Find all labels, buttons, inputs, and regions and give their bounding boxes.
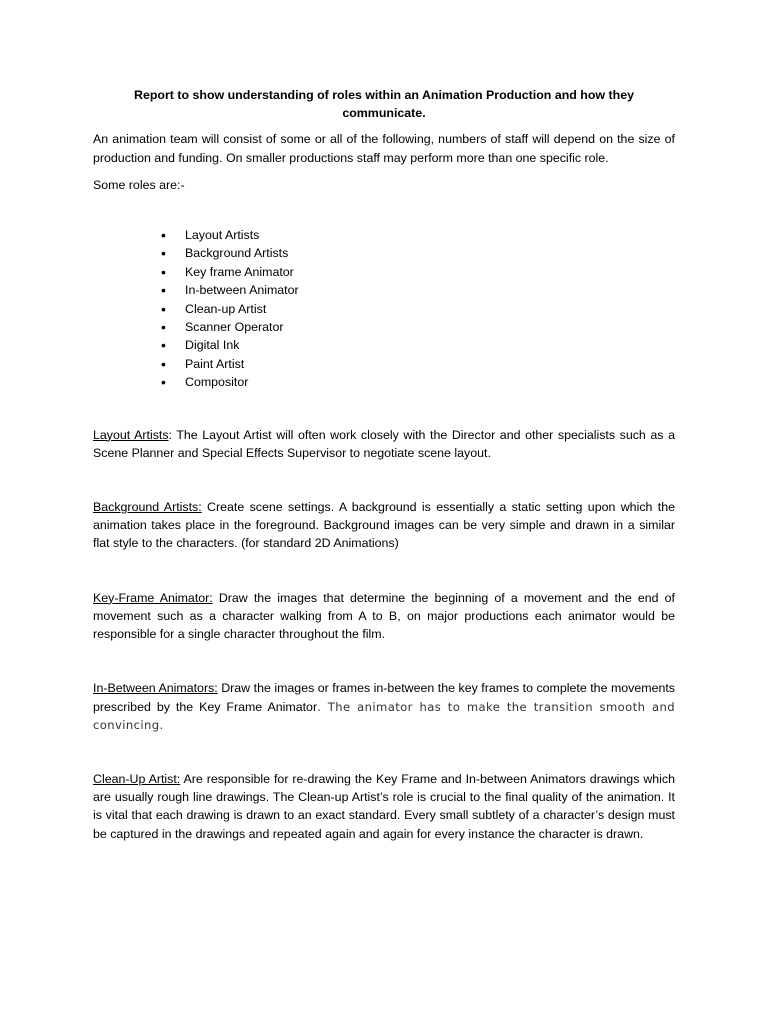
section-body: Create scene settings. A background is essentially a static setting upon which the animation takes place in the foreground. Background images can be very simple and drawn in a similar flat style to the characters. (for standard 2D Animations) — [93, 500, 675, 551]
document-page — [93, 86, 675, 879]
list-item — [161, 336, 675, 354]
section-body: Draw the images that determine the beginning of a movement and the end of movement such as a character walking from A to B, on major productions each animator would be responsible for a single character throughout the film. — [93, 590, 675, 642]
list-item — [161, 373, 675, 391]
role-label: Compositor — [185, 375, 249, 390]
bullet-icon: • — [161, 282, 166, 299]
section-term-colon: : — [168, 427, 172, 442]
list-item — [161, 318, 675, 336]
bullet-icon: • — [161, 245, 166, 262]
role-label: Background Artists — [185, 246, 289, 261]
section-background-artists — [93, 498, 675, 553]
bullet-icon: • — [161, 319, 166, 336]
role-label: Key frame Animator — [185, 264, 294, 279]
document-title: Report to show understanding of roles within an Animation Production and how they communicate. — [134, 88, 634, 121]
role-label: Clean-up Artist — [185, 301, 267, 316]
section-body: Draw the images or frames in-between the key frames to complete the movements prescribed by the Key Frame Animator — [93, 681, 675, 714]
section-body: Are responsible for re-drawing the Key Frame and In-between Animators drawings which are usually rough line drawings. The Clean-up Artist’s role is crucial to the final quality of the animation. It is vital that each drawing is drawn to an exact standard. Every small subtlety of a character’s design must be captured in the drawings and repeated again and again for every instance the character is drawn. — [93, 771, 676, 841]
section-term: In-Between Animators: — [93, 681, 218, 696]
role-label: In-between Animator — [185, 283, 299, 298]
bullet-icon: • — [161, 263, 166, 280]
intro-paragraph: An animation team will consist of some or all of the following, numbers of staff will depend on the size of production and funding. On smaller productions staff may perform more than one specific role. — [93, 132, 675, 165]
section-in-between-animators — [93, 679, 675, 734]
role-label: Layout Artists — [185, 228, 260, 243]
section-key-frame-animator — [93, 589, 675, 644]
list-item — [161, 244, 675, 262]
role-label: Scanner Operator — [185, 320, 284, 335]
section-term: Key-Frame Animator: — [93, 590, 213, 605]
roles-lead: Some roles are:- — [93, 177, 185, 192]
bullet-icon: • — [161, 337, 166, 354]
role-label: Digital Ink — [185, 338, 240, 353]
list-item — [161, 355, 675, 373]
section-body-continued: . The animator has to make the transition smooth and convincing. — [93, 699, 675, 732]
section-term: Layout Artists — [93, 427, 169, 442]
section-term: Background Artists: — [93, 500, 202, 515]
bullet-icon: • — [161, 374, 166, 391]
list-item — [161, 300, 675, 318]
bullet-icon: • — [161, 300, 166, 317]
section-body: The Layout Artist will often work closely with the Director and other specialists such as a Scene Planner and Special Effects Supervisor to negotiate scene layout. — [93, 427, 675, 460]
role-label: Paint Artist — [185, 356, 245, 371]
bullet-icon: • — [161, 227, 166, 244]
list-item — [161, 263, 675, 281]
list-item — [161, 281, 675, 299]
roles-list — [93, 226, 675, 392]
list-item — [161, 226, 675, 244]
section-layout-artists — [93, 426, 675, 462]
section-term: Clean-Up Artist: — [93, 771, 181, 786]
bullet-icon: • — [161, 355, 166, 372]
section-clean-up-artist — [93, 770, 675, 843]
